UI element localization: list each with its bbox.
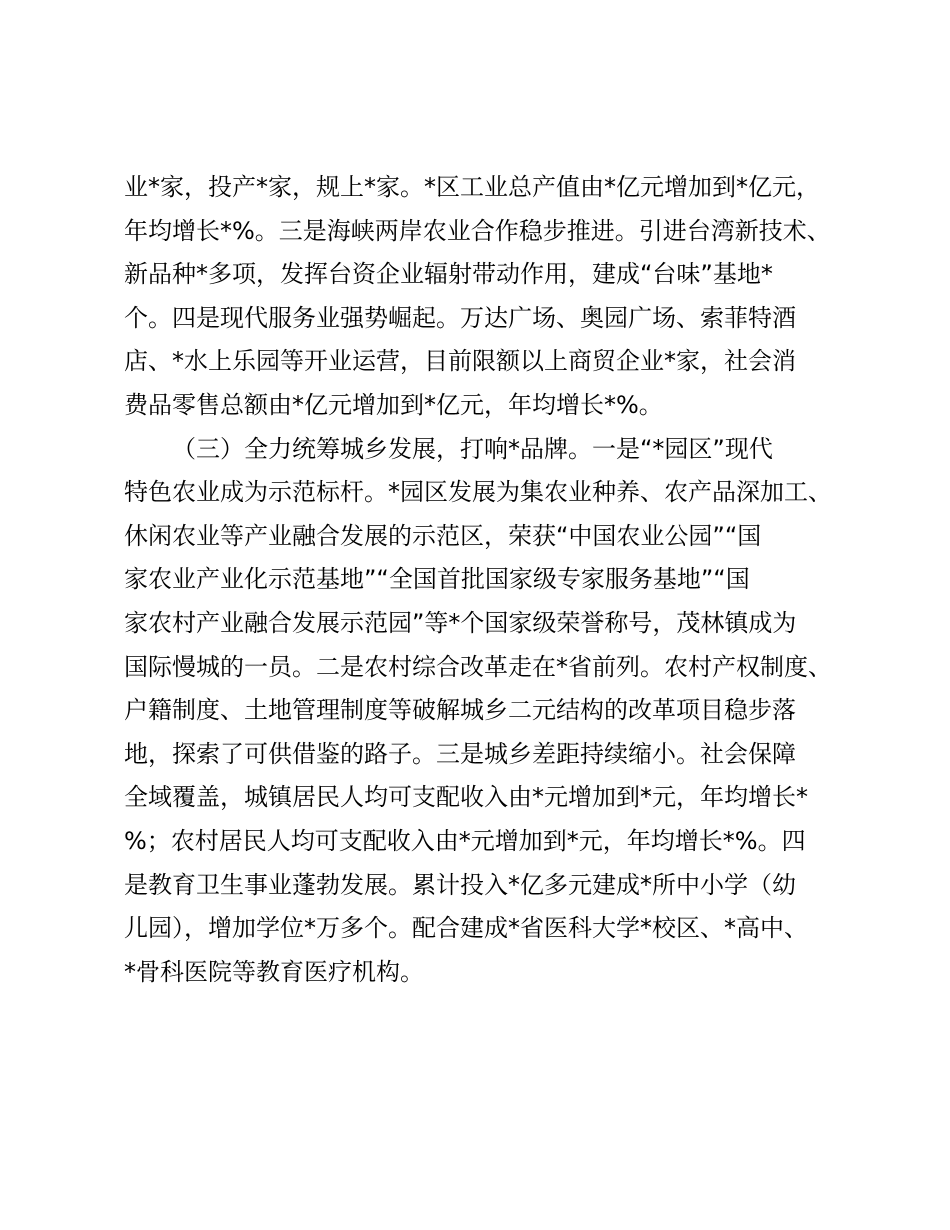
body-text: [124, 166, 844, 994]
text-line: 费品零售总额由*亿元增加到*亿元，年均增长*%。: [124, 390, 663, 419]
text-line: （三）全力统筹城乡发展，打响*品牌。一是“*园区”现代: [172, 434, 773, 463]
text-line: 店、*水上乐园等开业运营，目前限额以上商贸企业*家，社会消: [124, 347, 796, 376]
text-line: 特色农业成为示范标杆。*园区发展为集农业种养、农产品深加工、: [124, 478, 832, 507]
text-line: *骨科医院等教育医疗机构。: [124, 957, 424, 986]
text-line: 家农村产业融合发展示范园”等*个国家级荣誉称号，茂林镇成为: [124, 608, 797, 637]
text-line: 家农业产业化示范基地”“全国首批国家级专家服务基地”“国: [124, 565, 750, 594]
text-line: %；农村居民人均可支配收入由*元增加到*元，年均增长*%。四: [124, 826, 806, 855]
text-line: 是教育卫生事业蓬勃发展。累计投入*亿多元建成*所中小学（幼: [124, 870, 796, 899]
text-line: 新品种*多项，发挥台资企业辐射带动作用，建成“台味”基地*: [124, 260, 773, 289]
text-line: 国际慢城的一员。二是农村综合改革走在*省前列。农村产权制度、: [124, 652, 832, 681]
text-line: 个。四是现代服务业强势崛起。万达广场、奥园广场、索菲特酒: [124, 303, 796, 332]
text-line: 地，探索了可供借鉴的路子。三是城乡差距持续缩小。社会保障: [124, 739, 796, 768]
text-line: 年均增长*%。三是海峡两岸农业合作稳步推进。引进台湾新技术、: [124, 216, 831, 245]
text-line: 业*家，投产*家，规上*家。*区工业总产值由*亿元增加到*亿元，: [124, 173, 820, 201]
text-line: 全域覆盖，城镇居民人均可支配收入由*元增加到*元，年均增长*: [124, 783, 808, 812]
text-line: 户籍制度、土地管理制度等破解城乡二元结构的改革项目稳步落: [124, 696, 796, 725]
text-line: 儿园），增加学位*万多个。配合建成*省医科大学*校区、*高中、: [124, 914, 808, 943]
text-line: 休闲农业等产业融合发展的示范区，荣获“中国农业公园”“国: [124, 521, 762, 550]
